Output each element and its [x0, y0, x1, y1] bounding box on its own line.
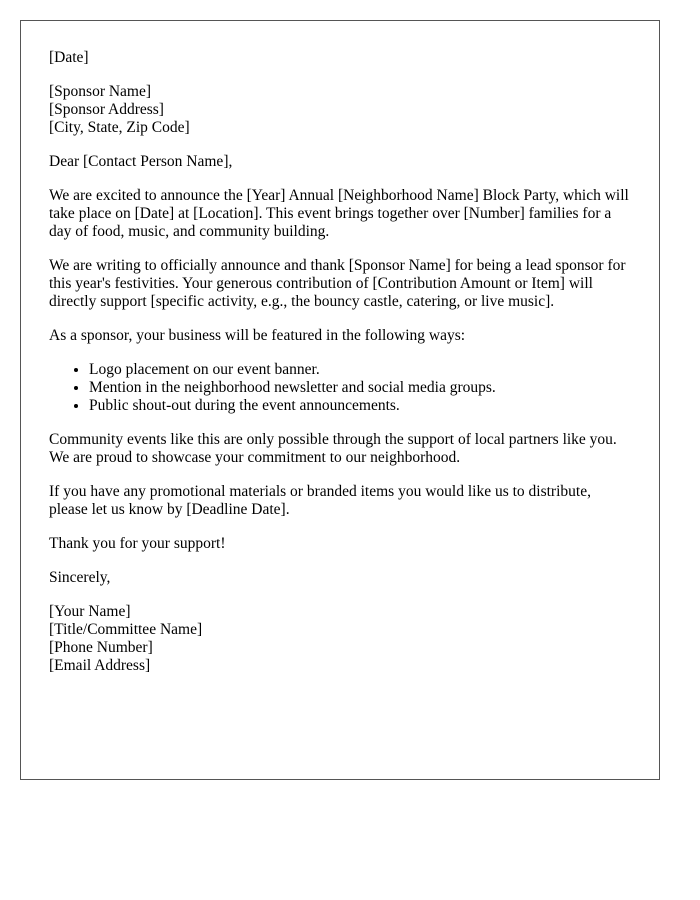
- paragraph-benefits-intro: As a sponsor, your business will be featured in the following ways:: [49, 327, 466, 344]
- thank-you-line: Thank you for your support!: [49, 535, 226, 552]
- benefit-item: • Public shout-out during the event announcements.: [89, 397, 631, 415]
- sponsor-address-block: [49, 83, 631, 137]
- letter-page: [20, 20, 660, 780]
- signature-block: [49, 603, 631, 675]
- sponsor-name: [Sponsor Name]: [49, 83, 152, 100]
- benefit-item: • Mention in the neighborhood newsletter and social media groups.: [89, 379, 631, 397]
- sponsor-address: [Sponsor Address]: [49, 101, 164, 118]
- signer-email: [Email Address]: [49, 657, 151, 674]
- closing: Sincerely,: [49, 569, 111, 586]
- signer-phone: [Phone Number]: [49, 639, 153, 656]
- paragraph-announcement: We are excited to announce the [Year] Annual [Neighborhood Name] Block Party, which will take place on [Date] at [Location]. This event brings together over [Number] families for a day of food, music, and community building.: [49, 187, 629, 240]
- salutation: Dear [Contact Person Name],: [49, 153, 233, 170]
- paragraph-promotional: If you have any promotional materials or branded items you would like us to distribute, please let us know by [Deadline Date].: [49, 483, 591, 518]
- benefit-item: • Logo placement on our event banner.: [89, 361, 631, 379]
- signer-name: [Your Name]: [49, 603, 131, 620]
- signer-title: [Title/Committee Name]: [49, 621, 203, 638]
- paragraph-community: Community events like this are only possible through the support of local partners like you. We are proud to showcase your commitment to our neighborhood.: [49, 431, 617, 466]
- letter-date: [Date]: [49, 49, 89, 66]
- paragraph-thanks-sponsor: We are writing to officially announce and thank [Sponsor Name] for being a lead sponsor for this year's festivities. Your generous contribution of [Contribution Amount or Item] will directly support [specific activity, e.g., the bouncy castle, catering, or live music].: [49, 257, 626, 310]
- sponsor-city-state-zip: [City, State, Zip Code]: [49, 119, 190, 136]
- benefits-list: [49, 361, 631, 415]
